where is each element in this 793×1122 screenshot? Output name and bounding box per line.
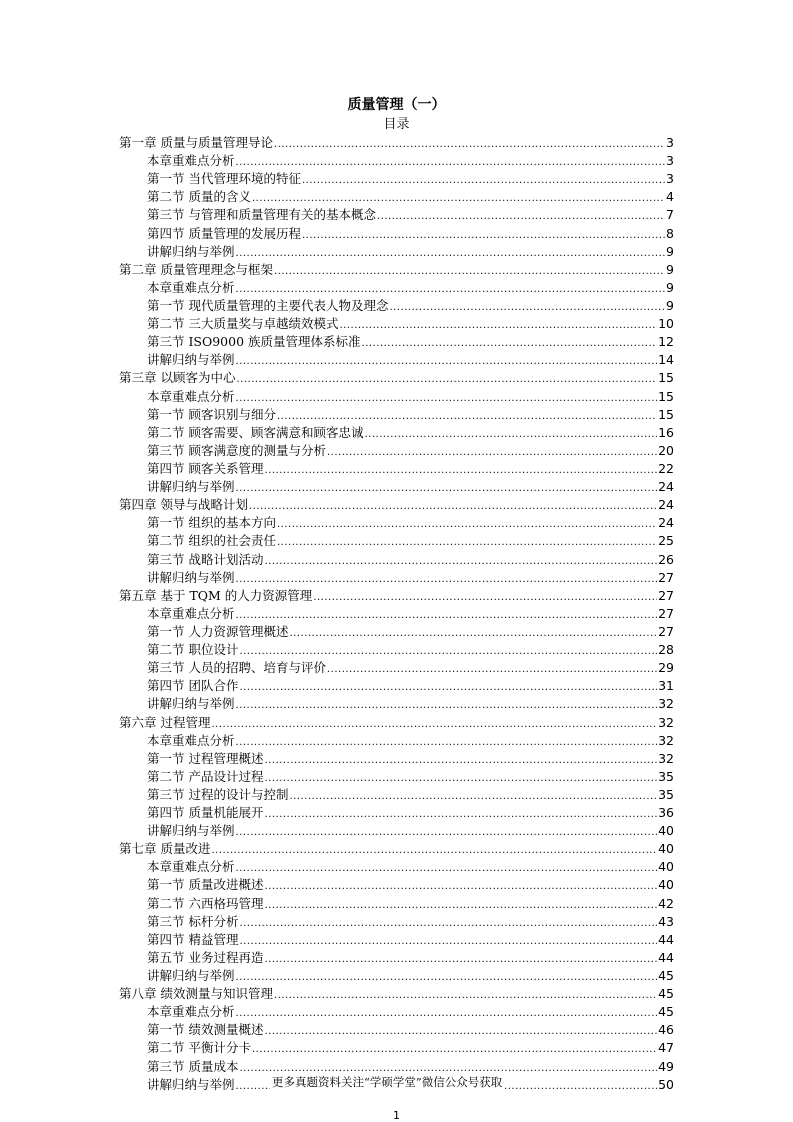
toc-section-entry[interactable] <box>119 243 674 261</box>
toc-entry-label: 讲解归纳与举例 <box>147 1076 235 1092</box>
toc-section-entry[interactable] <box>119 750 674 768</box>
toc-section-entry[interactable] <box>119 876 674 894</box>
toc-dot-leader <box>364 426 657 444</box>
toc-section-entry[interactable] <box>119 315 674 333</box>
toc-entry-page: 40 <box>658 877 674 893</box>
toc-section-entry[interactable] <box>119 333 674 351</box>
toc-section-entry[interactable] <box>119 206 674 224</box>
toc-entry-page: 40 <box>658 823 674 839</box>
table-of-contents <box>119 134 674 1094</box>
toc-entry-page: 27 <box>658 623 674 639</box>
toc-entry-page: 44 <box>658 931 674 947</box>
toc-entry-page: 22 <box>658 460 674 476</box>
toc-entry-page: 36 <box>658 805 674 821</box>
toc-section-entry[interactable] <box>119 388 674 406</box>
toc-entry-label: 第二节 质量的含义 <box>147 189 251 205</box>
toc-section-entry[interactable] <box>119 895 674 913</box>
toc-entry-page: 49 <box>658 1058 674 1074</box>
toc-dot-leader <box>264 553 657 571</box>
toc-dot-leader <box>236 353 658 371</box>
toc-section-entry[interactable] <box>119 931 674 949</box>
toc-section-entry[interactable] <box>119 170 674 188</box>
toc-entry-page: 9 <box>666 261 674 277</box>
toc-section-entry[interactable] <box>119 424 674 442</box>
toc-entry-label: 第三节 人员的招聘、培育与评价 <box>147 660 326 676</box>
toc-dot-leader <box>302 172 665 190</box>
toc-dot-leader <box>274 263 665 281</box>
toc-entry-label: 第三节 顾客满意度的测量与分析 <box>147 442 326 458</box>
toc-chapter-entry[interactable] <box>119 587 674 605</box>
toc-entry-label: 讲解归纳与举例 <box>147 352 235 368</box>
toc-entry-label: 第一节 绩效测量概述 <box>147 1022 264 1038</box>
toc-entry-label: 第二节 职位设计 <box>147 642 239 658</box>
toc-entry-page: 50 <box>658 1076 674 1092</box>
toc-section-entry[interactable] <box>119 279 674 297</box>
toc-section-entry[interactable] <box>119 225 674 243</box>
toc-entry-label: 讲解归纳与举例 <box>147 569 235 585</box>
toc-chapter-entry[interactable] <box>119 985 674 1003</box>
toc-entry-page: 32 <box>658 732 674 748</box>
toc-entry-page: 15 <box>658 388 674 404</box>
toc-entry-label: 第七章 质量改进 <box>119 841 211 857</box>
toc-entry-page: 3 <box>666 171 674 187</box>
toc-entry-page: 27 <box>658 587 674 603</box>
toc-section-entry[interactable] <box>119 460 674 478</box>
toc-entry-page: 43 <box>658 913 674 929</box>
toc-entry-label: 讲解归纳与举例 <box>147 696 235 712</box>
toc-section-entry[interactable] <box>119 732 674 750</box>
toc-dot-leader <box>236 245 666 263</box>
toc-entry-label: 第四节 顾客关系管理 <box>147 460 264 476</box>
toc-entry-label: 第三节 过程的设计与控制 <box>147 786 289 802</box>
toc-chapter-entry[interactable] <box>119 714 674 732</box>
toc-entry-label: 第二节 组织的社会责任 <box>147 533 276 549</box>
toc-section-entry[interactable] <box>119 913 674 931</box>
toc-dot-leader <box>236 480 658 498</box>
toc-dot-leader <box>377 208 665 226</box>
toc-section-entry[interactable] <box>119 967 674 985</box>
toc-entry-label: 本章重难点分析 <box>147 732 235 748</box>
toc-heading: 目录 <box>383 117 410 132</box>
toc-entry-page: 20 <box>658 442 674 458</box>
toc-entry-label: 第一节 当代管理环境的特征 <box>147 171 301 187</box>
toc-section-entry[interactable] <box>119 786 674 804</box>
toc-entry-label: 第八章 绩效测量与知识管理 <box>119 986 273 1002</box>
toc-entry-page: 7 <box>666 207 674 223</box>
toc-entry-page: 9 <box>666 243 674 259</box>
toc-dot-leader <box>236 607 658 625</box>
toc-entry-page: 28 <box>658 642 674 658</box>
toc-entry-label: 第二章 质量管理理念与框架 <box>119 261 273 277</box>
toc-entry-page: 40 <box>658 859 674 875</box>
toc-entry-page: 3 <box>666 153 674 169</box>
toc-entry-label: 第二节 六西格玛管理 <box>147 895 264 911</box>
toc-entry-label: 第一节 现代质量管理的主要代表人物及理念 <box>147 297 389 313</box>
toc-dot-leader <box>289 625 657 643</box>
toc-entry-page: 10 <box>658 316 674 332</box>
toc-entry-label: 讲解归纳与举例 <box>147 243 235 259</box>
toc-entry-label: 第一章 质量与质量管理导论 <box>119 135 273 150</box>
toc-dot-leader <box>277 516 657 534</box>
toc-dot-leader <box>327 444 657 462</box>
toc-entry-page: 27 <box>658 569 674 585</box>
toc-entry-label: 第一节 顾客识别与细分 <box>147 406 276 422</box>
toc-dot-leader <box>236 371 657 389</box>
toc-entry-page: 46 <box>658 1022 674 1038</box>
toc-entry-page: 44 <box>658 949 674 965</box>
toc-dot-leader <box>239 679 657 697</box>
toc-entry-label: 本章重难点分析 <box>147 859 235 875</box>
toc-entry-label: 第一节 人力资源管理概述 <box>147 623 289 639</box>
toc-entry-page: 26 <box>658 551 674 567</box>
toc-section-entry[interactable] <box>119 858 674 876</box>
toc-section-entry[interactable] <box>119 297 674 315</box>
toc-entry-page: 35 <box>658 786 674 802</box>
toc-entry-label: 第四节 团队合作 <box>147 678 239 694</box>
toc-section-entry[interactable] <box>119 822 674 840</box>
toc-entry-label: 本章重难点分析 <box>147 605 235 621</box>
toc-entry-label: 本章重难点分析 <box>147 279 235 295</box>
toc-section-entry[interactable] <box>119 188 674 206</box>
toc-section-entry[interactable] <box>119 641 674 659</box>
toc-dot-leader <box>327 661 657 679</box>
toc-entry-page: 45 <box>658 986 674 1002</box>
toc-entry-label: 讲解归纳与举例 <box>147 968 235 984</box>
toc-section-entry[interactable] <box>119 605 674 623</box>
toc-entry-label: 第三节 质量成本 <box>147 1058 239 1074</box>
toc-chapter-entry[interactable] <box>119 261 674 279</box>
toc-entry-page: 16 <box>658 424 674 440</box>
toc-section-entry[interactable] <box>119 1003 674 1021</box>
toc-dot-leader <box>264 806 657 824</box>
toc-entry-page: 24 <box>658 497 674 513</box>
toc-dot-leader <box>389 299 665 317</box>
toc-dot-leader <box>362 335 658 353</box>
toc-dot-leader <box>274 987 657 1005</box>
toc-dot-leader <box>302 227 665 245</box>
toc-section-entry[interactable] <box>119 478 674 496</box>
toc-dot-leader <box>264 878 657 896</box>
toc-chapter-entry[interactable] <box>119 840 674 858</box>
toc-entry-label: 第四节 精益管理 <box>147 931 239 947</box>
toc-entry-label: 第二节 平衡计分卡 <box>147 1040 251 1056</box>
toc-entry-page: 45 <box>658 1004 674 1020</box>
toc-entry-label: 第二节 三大质量奖与卓越绩效模式 <box>147 316 339 332</box>
toc-section-entry[interactable] <box>119 695 674 713</box>
toc-dot-leader <box>264 462 657 480</box>
toc-dot-leader <box>264 1023 657 1041</box>
toc-dot-leader <box>236 969 658 987</box>
toc-entry-page: 4 <box>666 189 674 205</box>
toc-section-entry[interactable] <box>119 406 674 424</box>
toc-entry-page: 9 <box>666 279 674 295</box>
toc-entry-page: 27 <box>658 605 674 621</box>
toc-section-entry[interactable] <box>119 551 674 569</box>
toc-entry-page: 32 <box>658 750 674 766</box>
toc-entry-label: 第三章 以顾客为中心 <box>119 370 236 386</box>
toc-entry-label: 第三节 战略计划活动 <box>147 551 264 567</box>
toc-entry-page: 40 <box>658 841 674 857</box>
toc-dot-leader <box>313 589 657 607</box>
document-title: 质量管理（一） <box>347 97 446 113</box>
toc-entry-label: 讲解归纳与举例 <box>147 479 235 495</box>
footer-note: 更多真题资料关注“学硕学堂”微信公众号获取 <box>272 1075 503 1089</box>
toc-section-entry[interactable] <box>119 514 674 532</box>
toc-section-entry[interactable] <box>119 1021 674 1039</box>
toc-entry-page: 9 <box>666 297 674 313</box>
toc-dot-leader <box>236 734 658 752</box>
toc-dot-leader <box>339 317 657 335</box>
toc-entry-page: 35 <box>658 768 674 784</box>
toc-dot-leader <box>277 534 657 552</box>
toc-dot-leader <box>236 390 658 408</box>
toc-dot-leader <box>249 498 657 516</box>
toc-section-entry[interactable] <box>119 442 674 460</box>
toc-entry-label: 本章重难点分析 <box>147 153 235 169</box>
toc-section-entry[interactable] <box>119 623 674 641</box>
toc-dot-leader <box>289 788 657 806</box>
toc-entry-label: 第三节 标杆分析 <box>147 913 239 929</box>
toc-entry-page: 31 <box>658 678 674 694</box>
toc-entry-label: 第一节 质量改进概述 <box>147 877 264 893</box>
toc-entry-page: 42 <box>658 895 674 911</box>
toc-entry-label: 第三节 与管理和质量管理有关的基本概念 <box>147 207 376 223</box>
toc-entry-page: 3 <box>666 135 674 150</box>
toc-dot-leader <box>211 716 657 734</box>
toc-entry-page: 8 <box>666 225 674 241</box>
toc-entry-label: 第一节 组织的基本方向 <box>147 515 276 531</box>
toc-entry-label: 讲解归纳与举例 <box>147 823 235 839</box>
toc-entry-label: 第四章 领导与战略计划 <box>119 497 248 513</box>
toc-dot-leader <box>264 770 657 788</box>
toc-dot-leader <box>264 752 657 770</box>
toc-section-entry[interactable] <box>119 152 674 170</box>
toc-entry-page: 45 <box>658 968 674 984</box>
toc-entry-label: 第三节 ISO9000 族质量管理体系标准 <box>147 334 361 350</box>
toc-chapter-entry[interactable] <box>119 496 674 514</box>
toc-entry-label: 第二节 产品设计过程 <box>147 768 264 784</box>
toc-section-entry[interactable] <box>119 677 674 695</box>
toc-entry-label: 第五节 业务过程再造 <box>147 949 264 965</box>
toc-entry-label: 第二节 顾客需要、顾客满意和顾客忠诚 <box>147 424 364 440</box>
toc-entry-page: 15 <box>658 406 674 422</box>
toc-dot-leader <box>264 951 657 969</box>
toc-dot-leader <box>236 697 658 715</box>
toc-dot-leader <box>252 1041 657 1059</box>
toc-entry-label: 第一节 过程管理概述 <box>147 750 264 766</box>
toc-entry-page: 25 <box>658 533 674 549</box>
toc-entry-label: 第四节 质量机能展开 <box>147 805 264 821</box>
toc-section-entry[interactable] <box>119 569 674 587</box>
toc-entry-page: 47 <box>658 1040 674 1056</box>
toc-dot-leader <box>236 1005 658 1023</box>
toc-dot-leader <box>264 897 657 915</box>
toc-section-entry[interactable] <box>119 804 674 822</box>
toc-entry-label: 第六章 过程管理 <box>119 714 211 730</box>
toc-entry-page: 12 <box>658 334 674 350</box>
toc-entry-label: 本章重难点分析 <box>147 1004 235 1020</box>
toc-entry-label: 第四节 质量管理的发展历程 <box>147 225 301 241</box>
toc-entry-page: 24 <box>658 479 674 495</box>
toc-chapter-entry[interactable] <box>119 134 674 152</box>
toc-section-entry[interactable] <box>119 351 674 369</box>
toc-dot-leader <box>236 824 658 842</box>
toc-section-entry[interactable] <box>119 768 674 786</box>
toc-entry-label: 本章重难点分析 <box>147 388 235 404</box>
toc-dot-leader <box>236 860 658 878</box>
toc-dot-leader <box>211 842 657 860</box>
page-number: 1 <box>393 1109 400 1122</box>
toc-section-entry[interactable] <box>119 949 674 967</box>
toc-entry-label: 第五章 基于 TQM 的人力资源管理 <box>119 587 313 603</box>
toc-section-entry[interactable] <box>119 1058 674 1076</box>
toc-entry-page: 32 <box>658 696 674 712</box>
toc-dot-leader <box>239 933 657 951</box>
toc-entry-page: 14 <box>658 352 674 368</box>
toc-entry-page: 32 <box>658 714 674 730</box>
toc-chapter-entry[interactable] <box>119 369 674 387</box>
toc-dot-leader <box>274 136 665 154</box>
toc-section-entry[interactable] <box>119 1039 674 1057</box>
toc-entry-page: 29 <box>658 660 674 676</box>
toc-section-entry[interactable] <box>119 532 674 550</box>
toc-dot-leader <box>239 915 657 933</box>
toc-section-entry[interactable] <box>119 659 674 677</box>
toc-entry-page: 24 <box>658 515 674 531</box>
toc-entry-page: 15 <box>658 370 674 386</box>
